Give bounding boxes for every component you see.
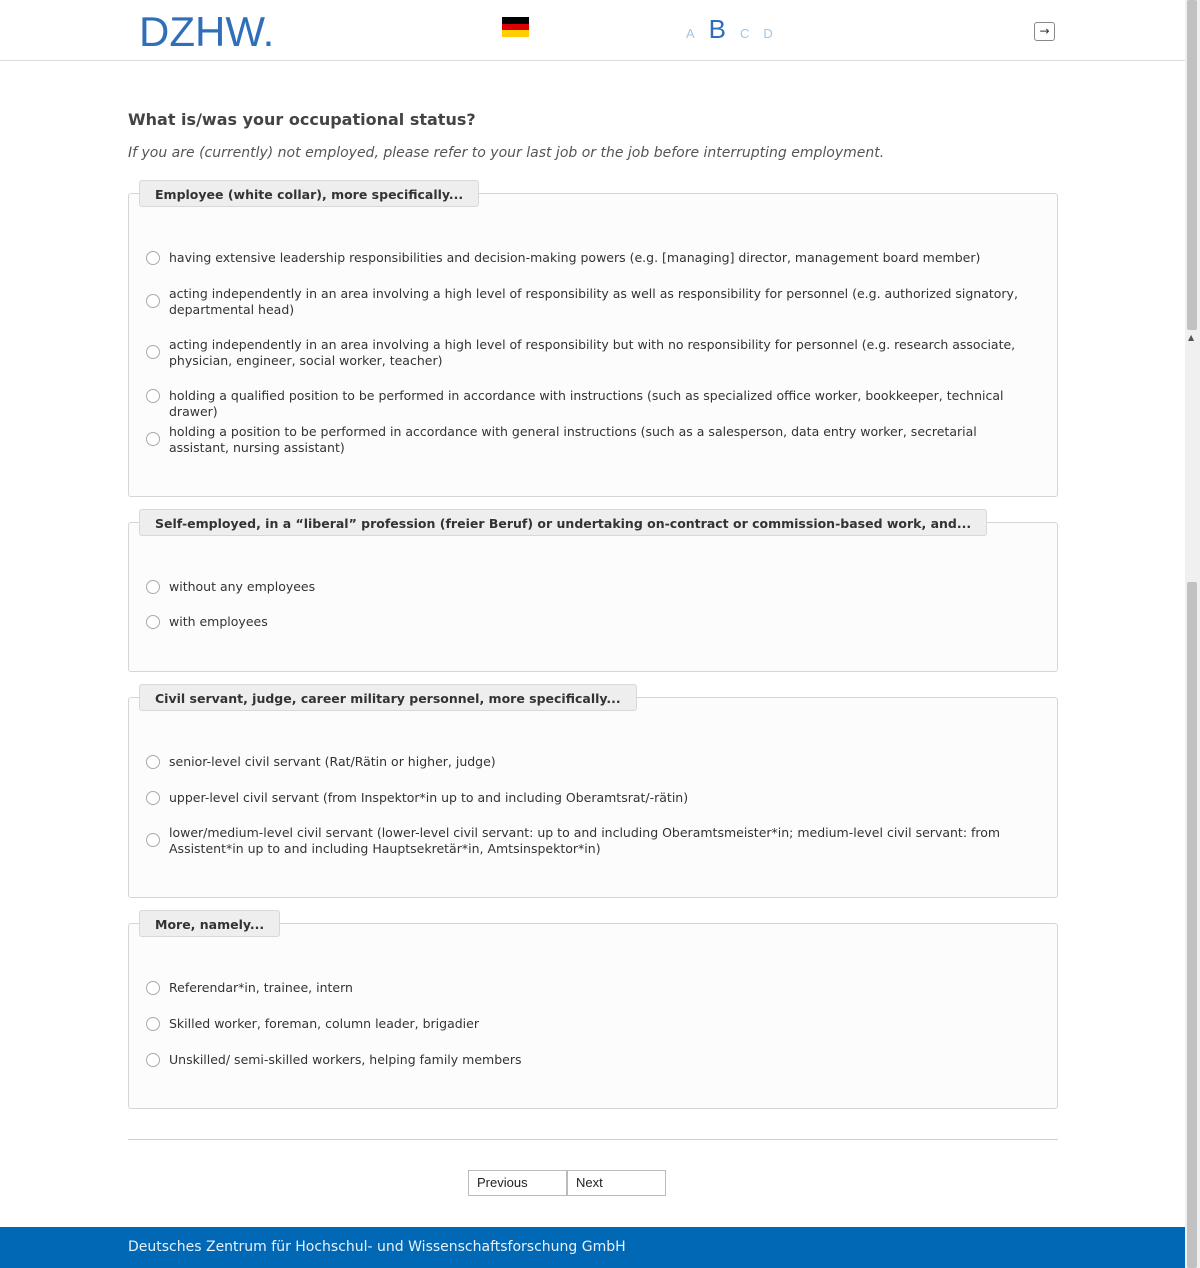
radio-button[interactable] [146, 345, 160, 359]
version-switcher [686, 14, 787, 45]
radio-button[interactable] [146, 294, 160, 308]
group-legend-self-employed: Self-employed, in a “liberal” profession (freier Beruf) or undertaking on-contract or commission-based work, and... [139, 509, 987, 536]
previous-button[interactable]: Previous [468, 1170, 567, 1196]
option-label[interactable]: having extensive leadership responsibilities and decision-making powers (e.g. [managing] director, management board member) [169, 250, 981, 265]
scrollbar-thumb[interactable] [1187, 0, 1197, 330]
radio-button[interactable] [146, 791, 160, 805]
version-link-c[interactable]: C [740, 26, 750, 41]
version-link-b[interactable]: B [708, 14, 727, 44]
page-header [0, 0, 1185, 61]
option-label[interactable]: holding a qualified position to be performed in accordance with instructions (such as specialized office worker, bookkeeper, technical drawer) [169, 388, 1004, 419]
radio-button[interactable] [146, 580, 160, 594]
next-button[interactable]: Next [567, 1170, 666, 1196]
logout-icon: → [1039, 24, 1050, 38]
group-legend-more: More, namely... [139, 910, 280, 937]
radio-button[interactable] [146, 615, 160, 629]
radio-button[interactable] [146, 432, 160, 446]
scrollbar-thumb-lower[interactable] [1187, 582, 1197, 1268]
group-self-employed [128, 522, 1058, 672]
version-link-a[interactable]: A [686, 26, 695, 41]
radio-button[interactable] [146, 1017, 160, 1031]
option-label[interactable]: Referendar*in, trainee, intern [169, 980, 353, 995]
option-label[interactable]: upper-level civil servant (from Inspektor*in up to and including Oberamtsrat/-rätin) [169, 790, 689, 805]
footer-text: Deutsches Zentrum für Hochschul- und Wissenschaftsforschung GmbH [128, 1239, 626, 1255]
logout-button[interactable] [1034, 22, 1055, 41]
radio-button[interactable] [146, 833, 160, 847]
option-label[interactable]: with employees [169, 614, 268, 629]
radio-button[interactable] [146, 981, 160, 995]
radio-button[interactable] [146, 1053, 160, 1067]
option-label[interactable]: Skilled worker, foreman, column leader, brigadier [169, 1016, 479, 1031]
radio-button[interactable] [146, 755, 160, 769]
german-flag-icon[interactable] [502, 17, 529, 37]
option-label[interactable]: senior-level civil servant (Rat/Rätin or higher, judge) [169, 754, 496, 769]
option-label[interactable]: holding a position to be performed in accordance with general instructions (such as a salesperson, data entry worker, secretarial assistant, nursing assistant) [169, 424, 977, 455]
radio-button[interactable] [146, 389, 160, 403]
dzhw-logo[interactable]: DZHW. [139, 8, 275, 55]
form-divider [128, 1139, 1058, 1140]
group-legend-civil-servant: Civil servant, judge, career military personnel, more specifically... [139, 684, 637, 711]
scroll-up-icon[interactable]: ▲ [1188, 333, 1195, 342]
option-label[interactable]: Unskilled/ semi-skilled workers, helping family members [169, 1052, 522, 1067]
radio-button[interactable] [146, 251, 160, 265]
question-hint: If you are (currently) not employed, please refer to your last job or the job before interrupting employment. [128, 145, 885, 161]
group-legend-employee: Employee (white collar), more specifically... [139, 180, 479, 207]
version-link-d[interactable]: D [763, 26, 773, 41]
option-label[interactable]: acting independently in an area involving a high level of responsibility but with no responsibility for personnel (e.g. research associate, physician, engineer, social worker, teacher) [169, 337, 1016, 368]
page-footer [0, 1227, 1185, 1268]
option-label[interactable]: lower/medium-level civil servant (lower-level civil servant: up to and including Oberamtsmeister*in; medium-level civil servant: from Assistent*in up to and including Hauptsekretär*in, Amtsinspektor*in) [169, 825, 1001, 856]
question-title: What is/was your occupational status? [128, 110, 476, 129]
option-label[interactable]: acting independently in an area involving a high level of responsibility as well as responsibility for personnel (e.g. authorized signatory, departmental head) [169, 286, 1018, 317]
option-label[interactable]: without any employees [169, 579, 316, 594]
